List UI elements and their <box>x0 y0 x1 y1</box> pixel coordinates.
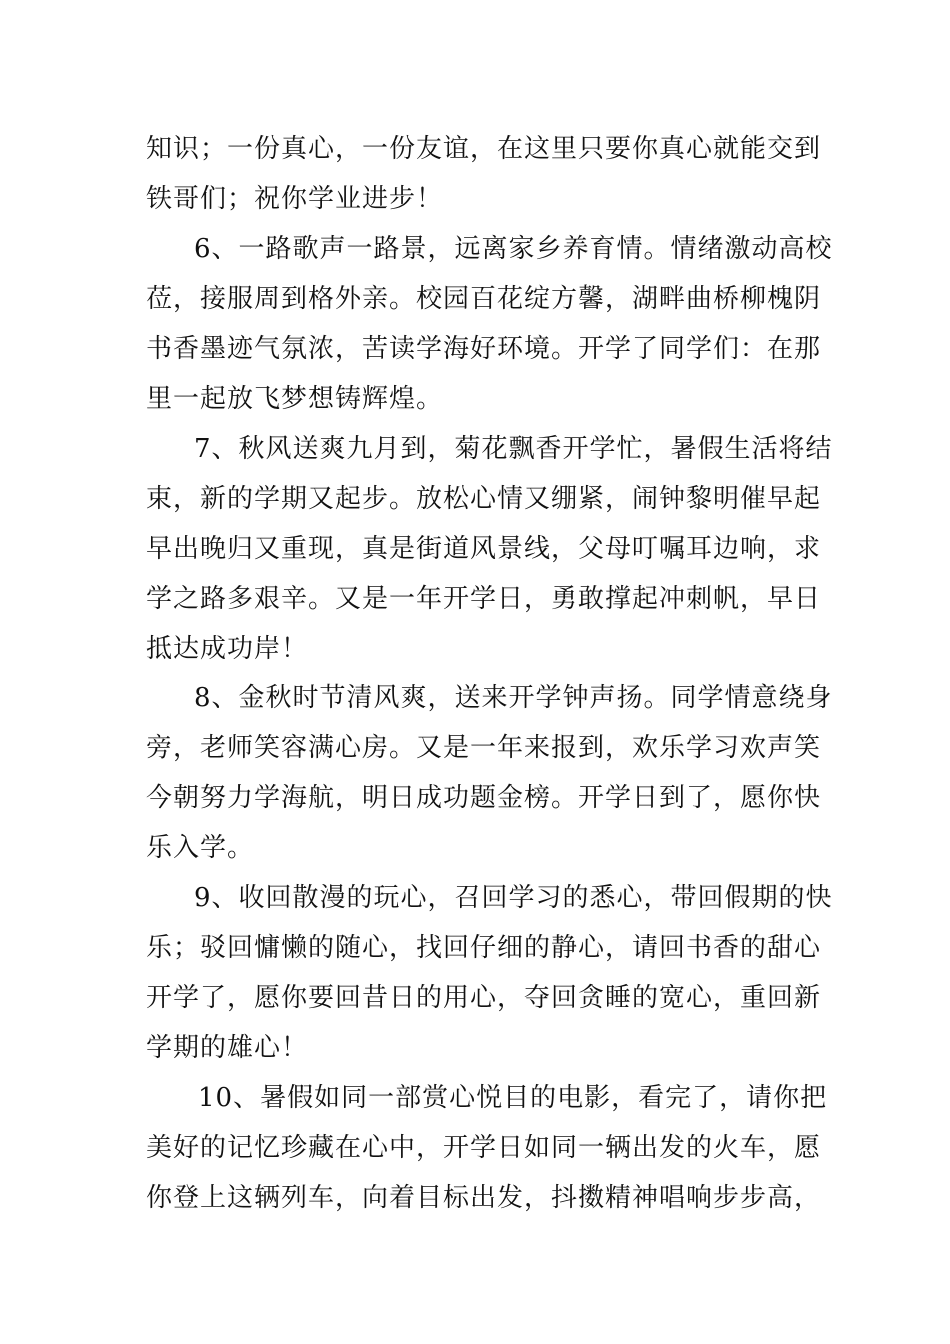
text-line: 乐入学。 <box>146 833 255 863</box>
text-line: 早出晚归又重现，真是街道风景线，父母叮嘱耳边响，求 <box>146 534 822 564</box>
text-line: 里一起放飞梦想铸辉煌。 <box>146 384 444 414</box>
text-line: 莅，接服周到格外亲。校园百花绽方馨，湖畔曲桥柳槐阴 <box>146 284 822 314</box>
text-line: 知识；一份真心，一份友谊，在这里只要你真心就能交到 <box>146 134 822 164</box>
text-line: 开学了，愿你要回昔日的用心，夺回贪睡的宽心，重回新 <box>146 983 822 1013</box>
text-line: 今朝努力学海航，明日成功题金榜。开学日到了，愿你快 <box>146 783 822 813</box>
text-line: 学期的雄心！ <box>146 1033 309 1063</box>
paragraph-10-start: 10、暑假如同一部赏心悦目的电影，看完了，请你把 <box>198 1083 828 1113</box>
text-line: 书香墨迹气氛浓，苦读学海好环境。开学了同学们：在那 <box>146 334 822 364</box>
paragraph-6-start: 6、一路歌声一路景，远离家乡养育情。情绪激动高校 <box>194 234 833 264</box>
paragraph-7-start: 7、秋风送爽九月到，菊花飘香开学忙，暑假生活将结 <box>194 434 833 464</box>
text-line: 旁，老师笑容满心房。又是一年来报到，欢乐学习欢声笑 <box>146 733 822 763</box>
paragraph-8-start: 8、金秋时节清风爽，送来开学钟声扬。同学情意绕身 <box>194 683 833 713</box>
text-line: 抵达成功岸！ <box>146 634 309 664</box>
text-line: 美好的记忆珍藏在心中，开学日如同一辆出发的火车，愿 <box>146 1133 822 1163</box>
text-line: 铁哥们；祝你学业进步！ <box>146 184 444 214</box>
paragraph-9-start: 9、收回散漫的玩心，召回学习的悉心，带回假期的快 <box>194 883 833 913</box>
text-line: 你登上这辆列车，向着目标出发，抖擞精神唱响步步高， <box>146 1183 822 1213</box>
text-line: 乐；驳回慵懒的随心，找回仔细的静心，请回书香的甜心 <box>146 933 822 963</box>
text-line: 学之路多艰辛。又是一年开学日，勇敢撑起冲刺帆，早日 <box>146 584 822 614</box>
text-line: 束，新的学期又起步。放松心情又绷紧，闹钟黎明催早起 <box>146 484 822 514</box>
